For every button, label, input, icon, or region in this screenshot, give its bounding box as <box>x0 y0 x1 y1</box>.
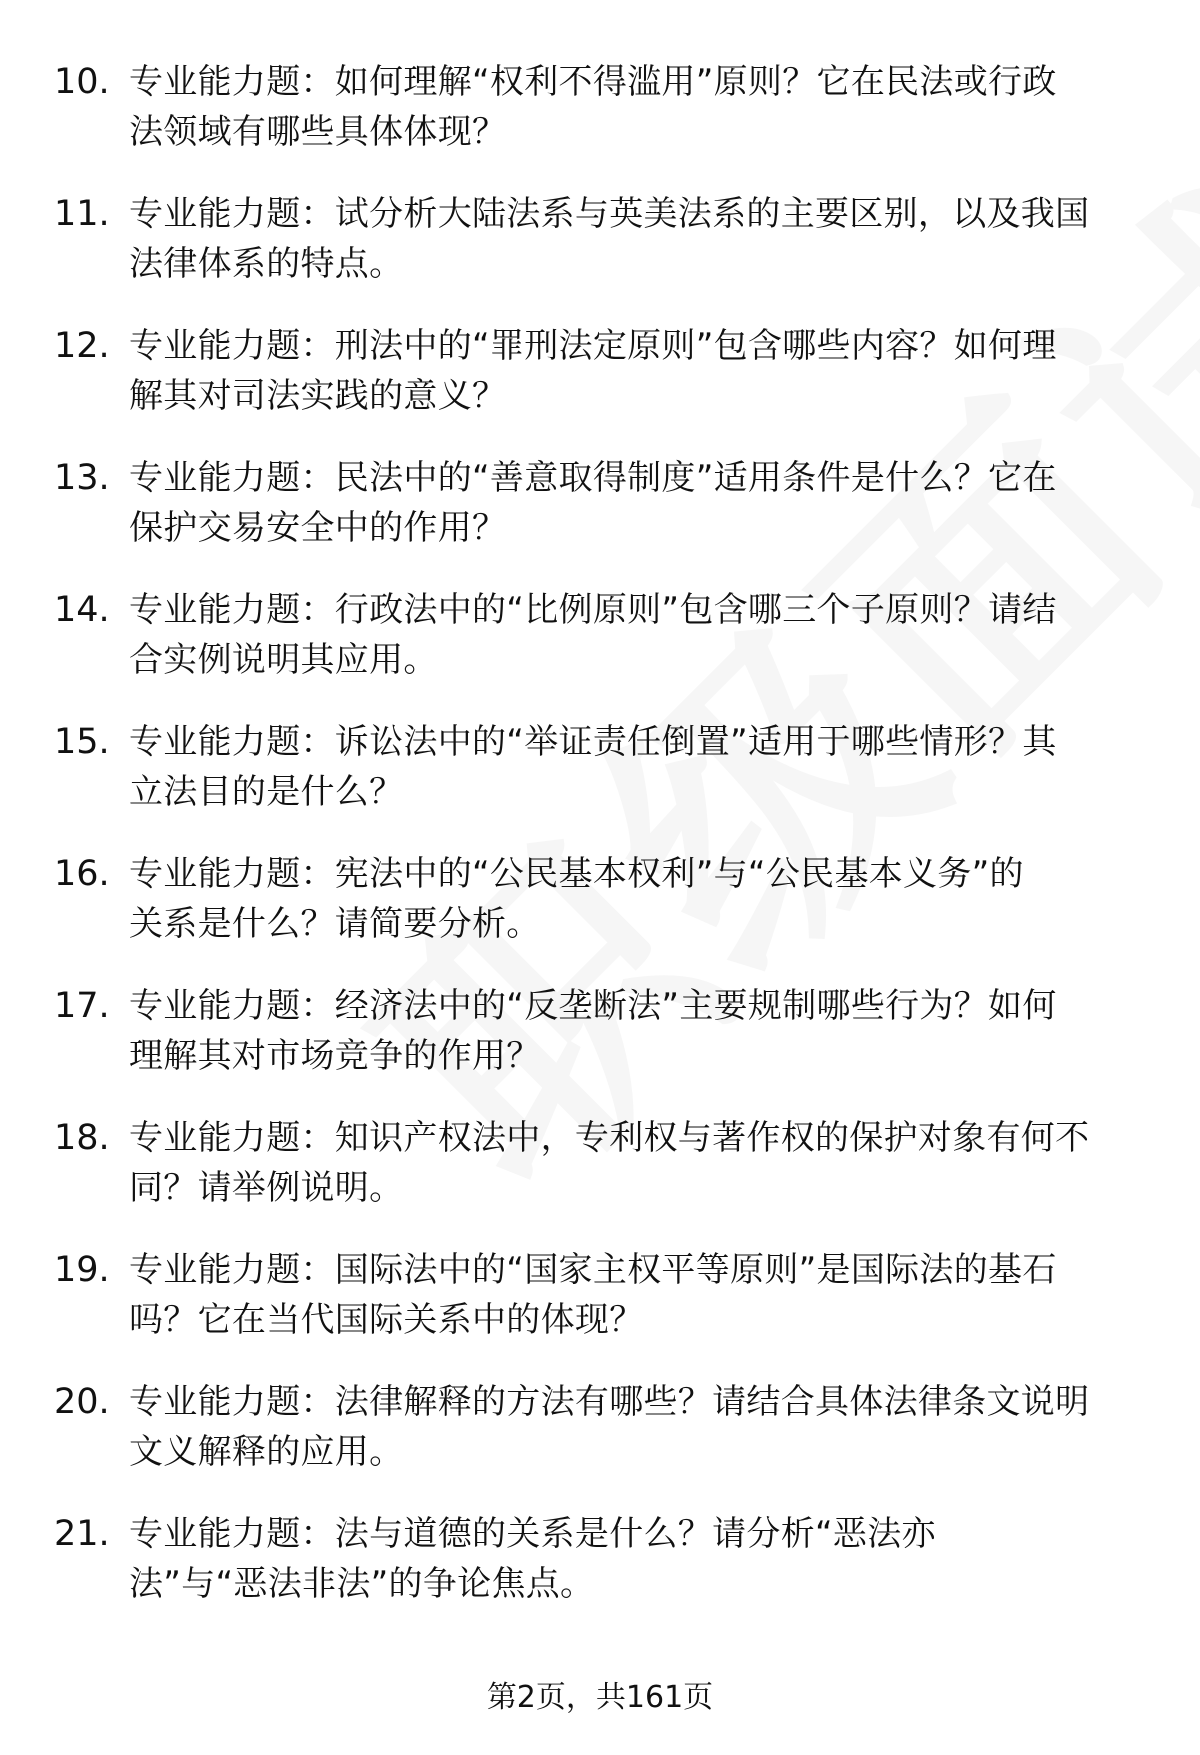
question-text-line: 专业能力题：经济法中的“反垄断法”主要规制哪些行为？如何 <box>129 986 1057 1026</box>
question-number: 20. <box>54 1382 110 1422</box>
question-text <box>129 453 1139 553</box>
question-number: 14. <box>54 590 110 630</box>
question-text-line: 立法目的是什么？ <box>129 772 404 812</box>
question-text-line: 文义解释的应用。 <box>129 1432 404 1472</box>
question-number: 15. <box>54 722 110 762</box>
question-text-line: 合实例说明其应用。 <box>129 640 438 680</box>
question-item <box>0 57 1200 189</box>
question-item <box>0 1245 1200 1377</box>
question-text <box>129 57 1139 157</box>
page-footer: 第2页，共161页 <box>486 1680 714 1715</box>
question-number: 11. <box>54 194 110 234</box>
question-text-line: 专业能力题：法律解释的方法有哪些？请结合具体法律条文说明 <box>129 1382 1090 1422</box>
question-item <box>0 1113 1200 1245</box>
question-text-line: 保护交易安全中的作用？ <box>129 508 507 548</box>
question-number: 13. <box>54 458 110 498</box>
question-text-line: 法领域有哪些具体体现？ <box>129 112 507 152</box>
question-text-line: 专业能力题：国际法中的“国家主权平等原则”是国际法的基石 <box>129 1250 1057 1290</box>
question-number: 18. <box>54 1118 110 1158</box>
question-item <box>0 585 1200 717</box>
question-text <box>129 1245 1139 1345</box>
question-text-line: 专业能力题：宪法中的“公民基本权利”与“公民基本义务”的 <box>129 854 1024 894</box>
question-item <box>0 1509 1200 1641</box>
question-text <box>129 981 1139 1081</box>
question-text-line: 专业能力题：知识产权法中，专利权与著作权的保护对象有何不 <box>129 1118 1090 1158</box>
question-text <box>129 585 1139 685</box>
question-text-line: 专业能力题：如何理解“权利不得滥用”原则？它在民法或行政 <box>129 62 1057 102</box>
question-text <box>129 849 1139 949</box>
question-text-line: 同？请举例说明。 <box>129 1168 404 1208</box>
question-text-line: 关系是什么？请简要分析。 <box>129 904 541 944</box>
question-number: 19. <box>54 1250 110 1290</box>
question-text-line: 吗？它在当代国际关系中的体现？ <box>129 1300 644 1340</box>
question-text <box>129 717 1139 817</box>
question-text-line: 专业能力题：行政法中的“比例原则”包含哪三个子原则？请结 <box>129 590 1057 630</box>
question-text-line: 解其对司法实践的意义？ <box>129 376 507 416</box>
question-item <box>0 321 1200 453</box>
question-text-line: 法律体系的特点。 <box>129 244 404 284</box>
question-text-line: 专业能力题：刑法中的“罪刑法定原则”包含哪些内容？如何理 <box>129 326 1057 366</box>
question-text <box>129 1377 1139 1477</box>
question-number: 12. <box>54 326 110 366</box>
question-text-line: 专业能力题：诉讼法中的“举证责任倒置”适用于哪些情形？其 <box>129 722 1057 762</box>
question-number: 10. <box>54 62 110 102</box>
question-text <box>129 1509 1139 1609</box>
question-text <box>129 321 1139 421</box>
question-text-line: 理解其对市场竞争的作用？ <box>129 1036 541 1076</box>
question-item <box>0 981 1200 1113</box>
question-item <box>0 189 1200 321</box>
question-number: 16. <box>54 854 110 894</box>
question-item <box>0 1377 1200 1509</box>
question-text-line: 专业能力题：法与道德的关系是什么？请分析“恶法亦 <box>129 1514 936 1554</box>
question-text <box>129 189 1139 289</box>
question-text-line: 法”与“恶法非法”的争论焦点。 <box>129 1564 595 1604</box>
question-item <box>0 849 1200 981</box>
question-text <box>129 1113 1139 1213</box>
question-item <box>0 453 1200 585</box>
question-list <box>0 57 1200 1641</box>
question-text-line: 专业能力题：试分析大陆法系与英美法系的主要区别，以及我国 <box>129 194 1090 234</box>
question-item <box>0 717 1200 849</box>
question-number: 21. <box>54 1514 110 1554</box>
question-number: 17. <box>54 986 110 1026</box>
question-text-line: 专业能力题：民法中的“善意取得制度”适用条件是什么？它在 <box>129 458 1057 498</box>
